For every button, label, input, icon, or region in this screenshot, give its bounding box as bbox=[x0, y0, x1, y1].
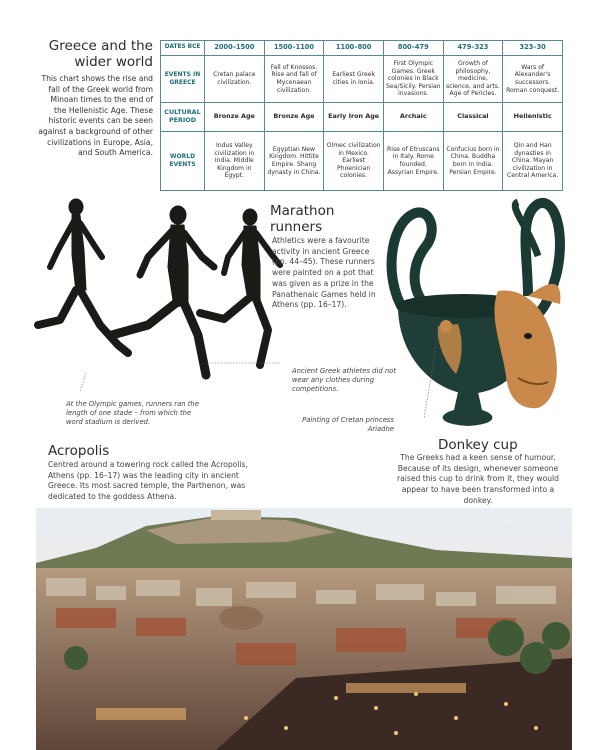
date-col-3: 1100–800 bbox=[324, 41, 384, 56]
timeline-table bbox=[160, 40, 563, 191]
marathon-title-line1: Marathon bbox=[270, 203, 335, 219]
world-cell: Confucius born in China. Buddha born in India. Persian Empire. bbox=[443, 132, 503, 191]
period-cell: Hellenistic bbox=[503, 103, 563, 132]
events-row-label: EVENTS IN GREECE bbox=[161, 56, 205, 103]
world-row-label: WORLD EVENTS bbox=[161, 132, 205, 191]
world-events-row bbox=[161, 132, 563, 191]
period-cell: Bronze Age bbox=[264, 103, 324, 132]
runners-illustration bbox=[28, 195, 288, 395]
acropolis-text: Centred around a towering rock called the Acropolis, Athens (pp. 16–17) was the leading city in ancient Greece. Its most sacred temple, the Parthenon, was dedicated to the goddess Athena. bbox=[48, 460, 248, 502]
period-cell: Archaic bbox=[383, 103, 443, 132]
date-col-6: 323–30 bbox=[503, 41, 563, 56]
acropolis-title: Acropolis bbox=[48, 443, 110, 459]
period-cell: Bronze Age bbox=[205, 103, 265, 132]
ariadne-caption: Painting of Cretan princess Ariadne bbox=[302, 416, 394, 434]
period-cell: Classical bbox=[443, 103, 503, 132]
events-cell: Cretan palace civilization. bbox=[205, 56, 265, 103]
period-row bbox=[161, 103, 563, 132]
world-cell: Rise of Etruscans in Italy. Rome founded. Assyrian Empire. bbox=[383, 132, 443, 191]
dates-header: DATES BCE bbox=[161, 41, 205, 56]
stade-caption: At the Olympic games, runners ran the length of one stade – from which the word stadium is derived. bbox=[66, 400, 199, 427]
runner-figure bbox=[200, 209, 280, 365]
donkey-text: The Greeks had a keen sense of humour. Because of its design, whenever someone raised this cup to drink from it, they would appear to have been transformed into a donkey. bbox=[397, 453, 559, 505]
date-col-5: 479–323 bbox=[443, 41, 503, 56]
world-cell: Olmec civilization in Mexico. Earliest Phoenician colonies. bbox=[324, 132, 384, 191]
period-row-label: CULTURAL PERIOD bbox=[161, 103, 205, 132]
athens-photo bbox=[36, 508, 572, 750]
marathon-title bbox=[270, 203, 334, 235]
donkey-cup-image bbox=[378, 196, 568, 436]
marathon-text: Athletics were a favourite activity in ancient Greece (pp. 44–45). These runners were painted on a pot that was given as a prize in the Panathenaic Games held in Athens (pp. 16–17). bbox=[272, 236, 376, 310]
clothes-caption: Ancient Greek athletes did not wear any clothes during competitions. bbox=[292, 367, 396, 394]
events-cell: First Olympic Games. Greek colonies in Black Sea/Sicily. Persian invasions. bbox=[383, 56, 443, 103]
world-cell: Egyptian New Kingdom. Hittite Empire. Shang dynasty in China. bbox=[264, 132, 324, 191]
donkey-title: Donkey cup bbox=[438, 437, 518, 453]
events-cell: Growth of philosophy, medicine, science, and arts. Age of Pericles. bbox=[443, 56, 503, 103]
events-cell: Fall of Knossos. Rise and fall of Mycenaean civilization. bbox=[264, 56, 324, 103]
intro-title-line2: wider world bbox=[74, 54, 153, 70]
events-cell: Earliest Greek cities in Ionia. bbox=[324, 56, 384, 103]
date-col-4: 800–479 bbox=[383, 41, 443, 56]
table-header-row bbox=[161, 41, 563, 56]
world-cell: Indus Valley civilization in India. Middle Kingdom in Egypt. bbox=[205, 132, 265, 191]
events-cell: Wars of Alexander's successors. Roman conquest. bbox=[503, 56, 563, 103]
period-cell: Early Iron Age bbox=[324, 103, 384, 132]
intro-text: This chart shows the rise and fall of the Greek world from Minoan times to the end of the Hellenistic Age. These historic events can be seen against a background of other civilizations in Europe, Asia, and South America. bbox=[38, 74, 153, 158]
chart-intro bbox=[38, 38, 153, 159]
marathon-title-line2: runners bbox=[270, 219, 323, 235]
date-col-1: 2000–1500 bbox=[205, 41, 265, 56]
events-row bbox=[161, 56, 563, 103]
intro-title bbox=[38, 38, 153, 70]
date-col-2: 1500–1100 bbox=[264, 41, 324, 56]
intro-title-line1: Greece and the bbox=[48, 38, 153, 54]
world-cell: Qin and Han dynasties in China. Mayan civilization in Central America. bbox=[503, 132, 563, 191]
